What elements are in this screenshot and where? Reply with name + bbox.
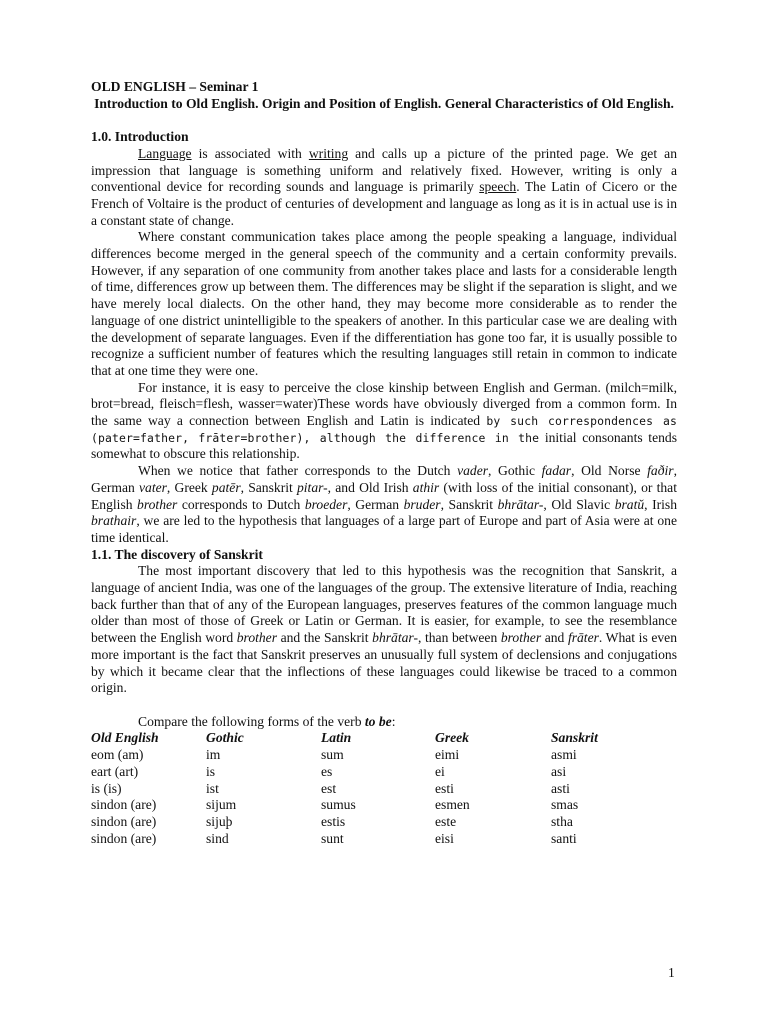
- table-header-row: [91, 730, 598, 747]
- page-number: 1: [668, 965, 675, 980]
- table-cell: im: [206, 747, 221, 763]
- column-header: Sanskrit: [551, 730, 598, 746]
- column-header: Greek: [435, 730, 469, 746]
- table-cell: ist: [206, 780, 219, 796]
- intro-paragraph-2: Where constant communication takes place among the people speaking a language, individual differences become merged in the general speech of the community and a certain conformity prevails. However, if any separation of one community from another takes place and lasts for a considerable length of time, differences grow up between them. The differences may be slight if the separation is slight, and we have merely local dialects. On the other hand, they may become more considerable as to render the language of one district unintelligible to the speakers of another. In this particular case we are dealing with the development of separate languages. Even if the differentiation has gone too far, it is usually possible to recognize a sufficient number of features which the resulting languages still retain in common to indicate that at one time they were one.: [91, 229, 677, 378]
- table-cell: sindon (are): [91, 830, 157, 846]
- column-header: Old English: [91, 730, 159, 746]
- table-cell: eimi: [435, 747, 460, 763]
- underlined-term-language: Language: [138, 145, 192, 161]
- table-cell: est: [321, 780, 337, 796]
- document-body: [91, 79, 677, 847]
- table-cell: estis: [321, 813, 346, 829]
- table-cell: is: [206, 763, 216, 779]
- table-cell: eart (art): [91, 763, 139, 779]
- table-cell: ei: [435, 763, 445, 779]
- verb-forms-table: [91, 730, 598, 847]
- table-cell: sijuþ: [206, 813, 233, 829]
- section-heading-introduction: 1.0. Introduction: [91, 129, 189, 145]
- table-cell: sind: [206, 830, 229, 846]
- table-row: [91, 831, 598, 848]
- table-cell: sumus: [321, 797, 356, 813]
- underlined-term-writing: writing: [308, 145, 349, 161]
- table-cell: sindon (are): [91, 797, 157, 813]
- intro-paragraph-3: For instance, it is easy to perceive the close kinship between English and German. (milch=milk, brot=bread, fleisch=flesh, wasser=water)These words have obviously diverged from a common form. In the same way a connection between English and Latin is indicated by such correspondences as (pater=father, frāter=brother), although the difference in the initial consonants tends somewhat to obscure this relationship.: [91, 379, 678, 462]
- table-cell: is (is): [91, 780, 122, 796]
- table-cell: sunt: [321, 830, 344, 846]
- table-cell: esti: [435, 780, 454, 796]
- monospace-passage: by such correspondences as (pater=father, frāter=brother), although the difference in the: [91, 414, 677, 445]
- table-row: [91, 781, 598, 798]
- document-title: OLD ENGLISH – Seminar 1: [91, 79, 259, 94]
- table-cell: sindon (are): [91, 813, 157, 829]
- table-cell: asmi: [551, 747, 577, 763]
- sanskrit-paragraph: The most important discovery that led to this hypothesis was the recognition that Sanskrit, a language of ancient India, was one of the languages of the group. The extensive literature of India, reaching back further than that of any of the European languages, preserves features of the common language much older than most of those of Greek or Latin or German. It is easier, for example, to see the resemblance between the English word brother and the Sanskrit bhrātar-, than between brother and frāter. What is even more important is the fact that Sanskrit preserves an unusually full system of declensions and conjugations by which it became clear that the inflections of these languages could likewise be traced to a common origin.: [91, 563, 677, 696]
- verb-to-be: to be: [364, 713, 392, 729]
- table-cell: stha: [551, 813, 573, 829]
- section-heading-sanskrit: 1.1. The discovery of Sanskrit: [91, 546, 263, 562]
- blank-line: [91, 697, 677, 714]
- table-cell: esmen: [435, 797, 470, 813]
- table-cell: smas: [551, 797, 579, 813]
- table-row: [91, 764, 598, 781]
- underlined-term-speech: speech: [479, 179, 517, 195]
- intro-paragraph-1: Language is associated with writing and calls up a picture of the printed page. We get an impression that language is something uniform and relatively fixed. However, writing is only a conventional device for recording sounds and language is primarily speech. The Latin of Cicero or the French of Voltaire is the product of centuries of development and language as long as it is in actual use is in a constant state of change.: [91, 145, 677, 228]
- column-header: Latin: [321, 730, 352, 746]
- table-cell: sum: [321, 747, 344, 763]
- compare-forms-line: Compare the following forms of the verb to be:: [138, 713, 396, 729]
- table-cell: santi: [551, 830, 577, 846]
- table-row: [91, 797, 598, 814]
- table-row: [91, 814, 598, 831]
- table-cell: asti: [551, 780, 570, 796]
- table-cell: asi: [551, 763, 567, 779]
- table-cell: este: [435, 813, 457, 829]
- table-cell: eom (am): [91, 747, 144, 763]
- table-cell: eisi: [435, 830, 454, 846]
- table-cell: sijum: [206, 797, 237, 813]
- column-header: Gothic: [206, 730, 244, 746]
- table-row: [91, 747, 598, 764]
- document-subtitle: Introduction to Old English. Origin and Position of English. General Characteristics of Old English.: [94, 95, 674, 111]
- intro-paragraph-4: When we notice that father corresponds to the Dutch vader, Gothic fadar, Old Norse faðir, German vater, Greek patēr, Sanskrit pitar-, and Old Irish athir (with loss of the initial consonant), or that English brother corresponds to Dutch broeder, German bruder, Sanskrit bhrātar-, Old Slavic bratŭ, Irish brathair, we are led to the hypothesis that languages of a large part of Europe and part of Asia were at one time identical.: [91, 463, 677, 545]
- table-cell: es: [321, 763, 333, 779]
